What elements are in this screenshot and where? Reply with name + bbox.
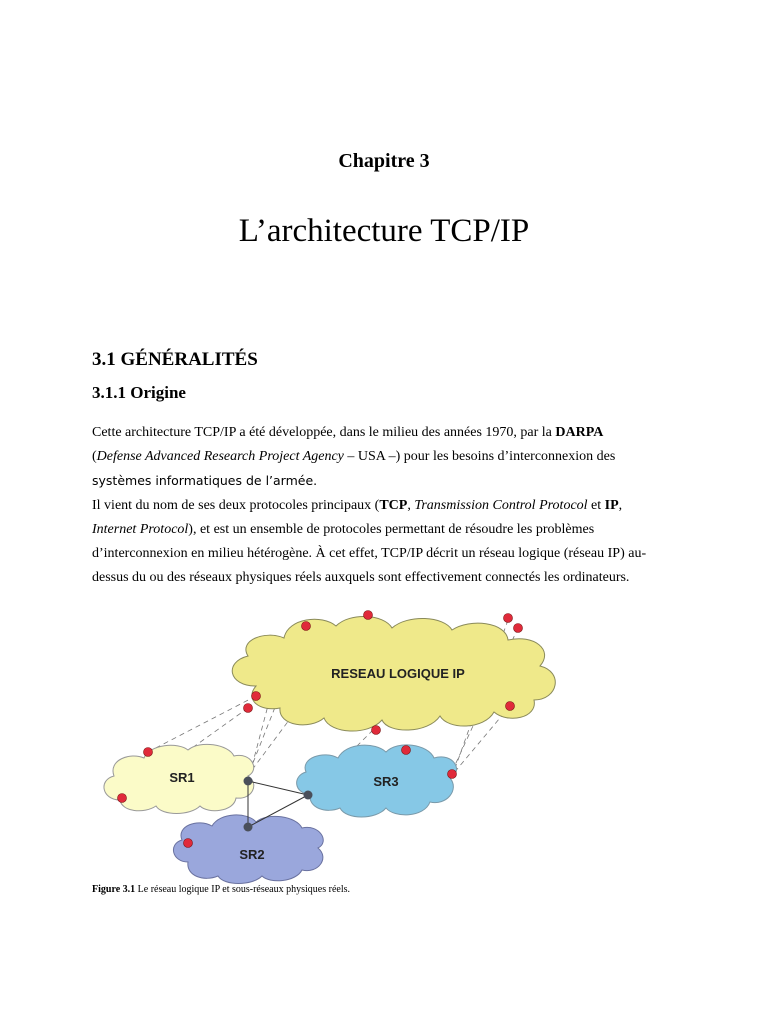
ip-expansion: Internet Protocol: [92, 522, 189, 537]
network-figure: [88, 600, 568, 885]
text-run: Cette architecture TCP/IP a été développée, dans le milieu des années 1970, par la: [92, 425, 556, 440]
host-node: [302, 622, 311, 631]
sr3-cloud: [297, 745, 457, 817]
host-node: [364, 611, 373, 620]
sr2-label: SR2: [239, 847, 265, 862]
ip-cloud-label: RESEAU LOGIQUE IP: [331, 666, 465, 681]
host-node: [244, 704, 253, 713]
text-run: ), et est un ensemble de protocoles permettant de résoudre les problèmes d’interconnexion en milieu hétérogène. À cet effet, TCP/IP décrit un réseau logique (réseau IP) au-dessus du ou des réseaux physiques réels auxquels sont effectivement connectés les ordinateurs.: [92, 522, 647, 585]
sr1-cloud: [104, 744, 254, 813]
paragraph-protocols: [92, 494, 662, 590]
figure-caption: [92, 884, 350, 895]
host-node: [504, 614, 513, 623]
host-node: [252, 692, 261, 701]
section-heading: 3.1 GÉNÉRALITÉS: [92, 349, 258, 370]
text-run: (: [92, 449, 97, 464]
page-title: L’architecture TCP/IP: [238, 213, 530, 249]
host-node: [506, 702, 515, 711]
router-node: [304, 791, 313, 800]
caption-label: Figure 3.1: [92, 884, 136, 895]
host-node: [372, 726, 381, 735]
subsection-heading: 3.1.1 Origine: [92, 383, 186, 402]
text-run: systèmes informatiques de l’armée.: [92, 473, 318, 488]
text-run: – USA –) pour les besoins d’interconnexion des: [343, 449, 616, 464]
host-node: [144, 748, 153, 757]
router-node: [244, 823, 253, 832]
ip-network-cloud: [232, 616, 555, 731]
text-run: et: [587, 498, 605, 513]
host-node: [402, 746, 411, 755]
sr1-label: SR1: [169, 770, 195, 785]
text-run: Il vient du nom de ses deux protocoles principaux (: [92, 498, 380, 513]
host-node: [514, 624, 523, 633]
darpa-expansion: Defense Advanced Research Project Agency: [96, 449, 344, 464]
host-node: [184, 839, 193, 848]
darpa-term: DARPA: [555, 425, 604, 440]
caption-text: Le réseau logique IP et sous-réseaux physiques réels.: [135, 884, 350, 895]
ip-term: IP: [604, 498, 619, 513]
host-node: [118, 794, 127, 803]
host-node: [448, 770, 457, 779]
chapter-heading: Chapitre 3: [338, 150, 430, 172]
body-text: [92, 421, 662, 590]
paragraph-origin: [92, 421, 662, 494]
text-run: ,: [618, 498, 623, 513]
tcp-term: TCP: [379, 498, 408, 513]
text-run: ,: [407, 498, 415, 513]
sr3-label: SR3: [373, 774, 399, 789]
router-node: [244, 777, 253, 786]
tcp-expansion: Transmission Control Protocol: [414, 498, 588, 513]
